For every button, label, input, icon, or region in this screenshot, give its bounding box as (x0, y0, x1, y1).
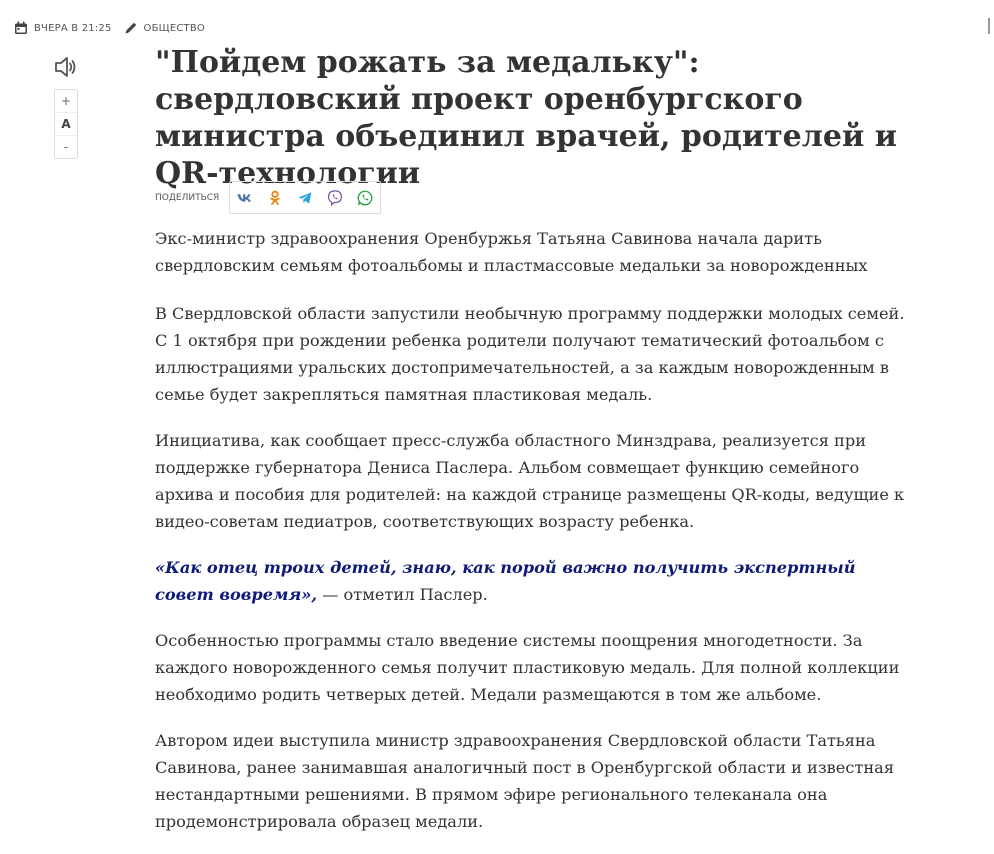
share-bar (155, 181, 381, 214)
font-reset-button[interactable]: A (55, 113, 77, 136)
category-link[interactable]: ОБЩЕСТВО (143, 22, 205, 34)
share-label: ПОДЕЛИТЬСЯ (155, 192, 220, 203)
pencil-icon (124, 21, 138, 35)
share-ok-button[interactable] (260, 182, 290, 213)
whatsapp-icon (356, 189, 374, 207)
vk-icon (236, 189, 254, 207)
font-increase-button[interactable]: + (55, 90, 77, 113)
edge-marker (988, 18, 994, 34)
date-item (14, 21, 112, 35)
category-item[interactable] (124, 21, 205, 35)
font-size-control (54, 89, 78, 159)
share-viber-button[interactable] (320, 182, 350, 213)
article-paragraph: Особенностью программы стало введение системы поощрения многодетности. За каждого новорожденного семья получит пластиковую медаль. Для полной коллекции необходимо родить четверых детей. Медали размещаются в том же альбоме. (155, 631, 900, 704)
reader-tools (53, 54, 79, 159)
share-vk-button[interactable] (230, 182, 260, 213)
share-whatsapp-button[interactable] (350, 182, 380, 213)
viber-icon (326, 189, 344, 207)
share-buttons (229, 181, 381, 214)
quote-attribution: — отметил Паслер. (317, 585, 488, 604)
calendar-icon (14, 21, 28, 35)
article-body (155, 225, 915, 854)
article-lead: Экс-министр здравоохранения Оренбуржья Татьяна Савинова начала дарить свердловским семьям фотоальбомы и пластмассовые медальки за новорожденных (155, 229, 868, 275)
font-decrease-button[interactable]: - (63, 140, 69, 154)
article-meta (14, 18, 217, 38)
share-telegram-button[interactable] (290, 182, 320, 213)
article-paragraph: Инициатива, как сообщает пресс-служба областного Минздрава, реализуется при поддержке губернатора Дениса Паслера. Альбом совмещает функцию семейного архива и пособия для родителей: на каждой странице размещены QR-коды, ведущие к видео-советам педиатров, соответствующих возрасту ребенка. (155, 431, 905, 531)
quote-text: «Как отец троих детей, знаю, как порой важно получить экспертный совет вовремя», (155, 558, 856, 604)
publish-date: ВЧЕРА В 21:25 (34, 22, 112, 34)
article-paragraph: В Свердловской области запустили необычную программу поддержки молодых семей. С 1 октября при рождении ребенка родители получают тематический фотоальбом с иллюстрациями уральских достопримечательностей, а за каждым новорожденным в семье будет закрепляться памятная пластиковая медаль. (155, 304, 905, 404)
odnoklassniki-icon (266, 189, 284, 207)
article-title: "Пойдем рожать за медальку": свердловский проект оренбургского министра объединил врачей, родителей и QR-технологии (155, 45, 897, 191)
quote-paragraph (155, 554, 915, 608)
speaker-icon[interactable] (53, 54, 79, 80)
article-paragraph: Автором идеи выступила министр здравоохранения Свердловской области Татьяна Савинова, ранее занимавшая аналогичный пост в Оренбургской области и известная нестандартными решениями. В прямом эфире регионального телеканала она продемонстрировала образец медали. (155, 731, 895, 831)
telegram-icon (296, 189, 314, 207)
